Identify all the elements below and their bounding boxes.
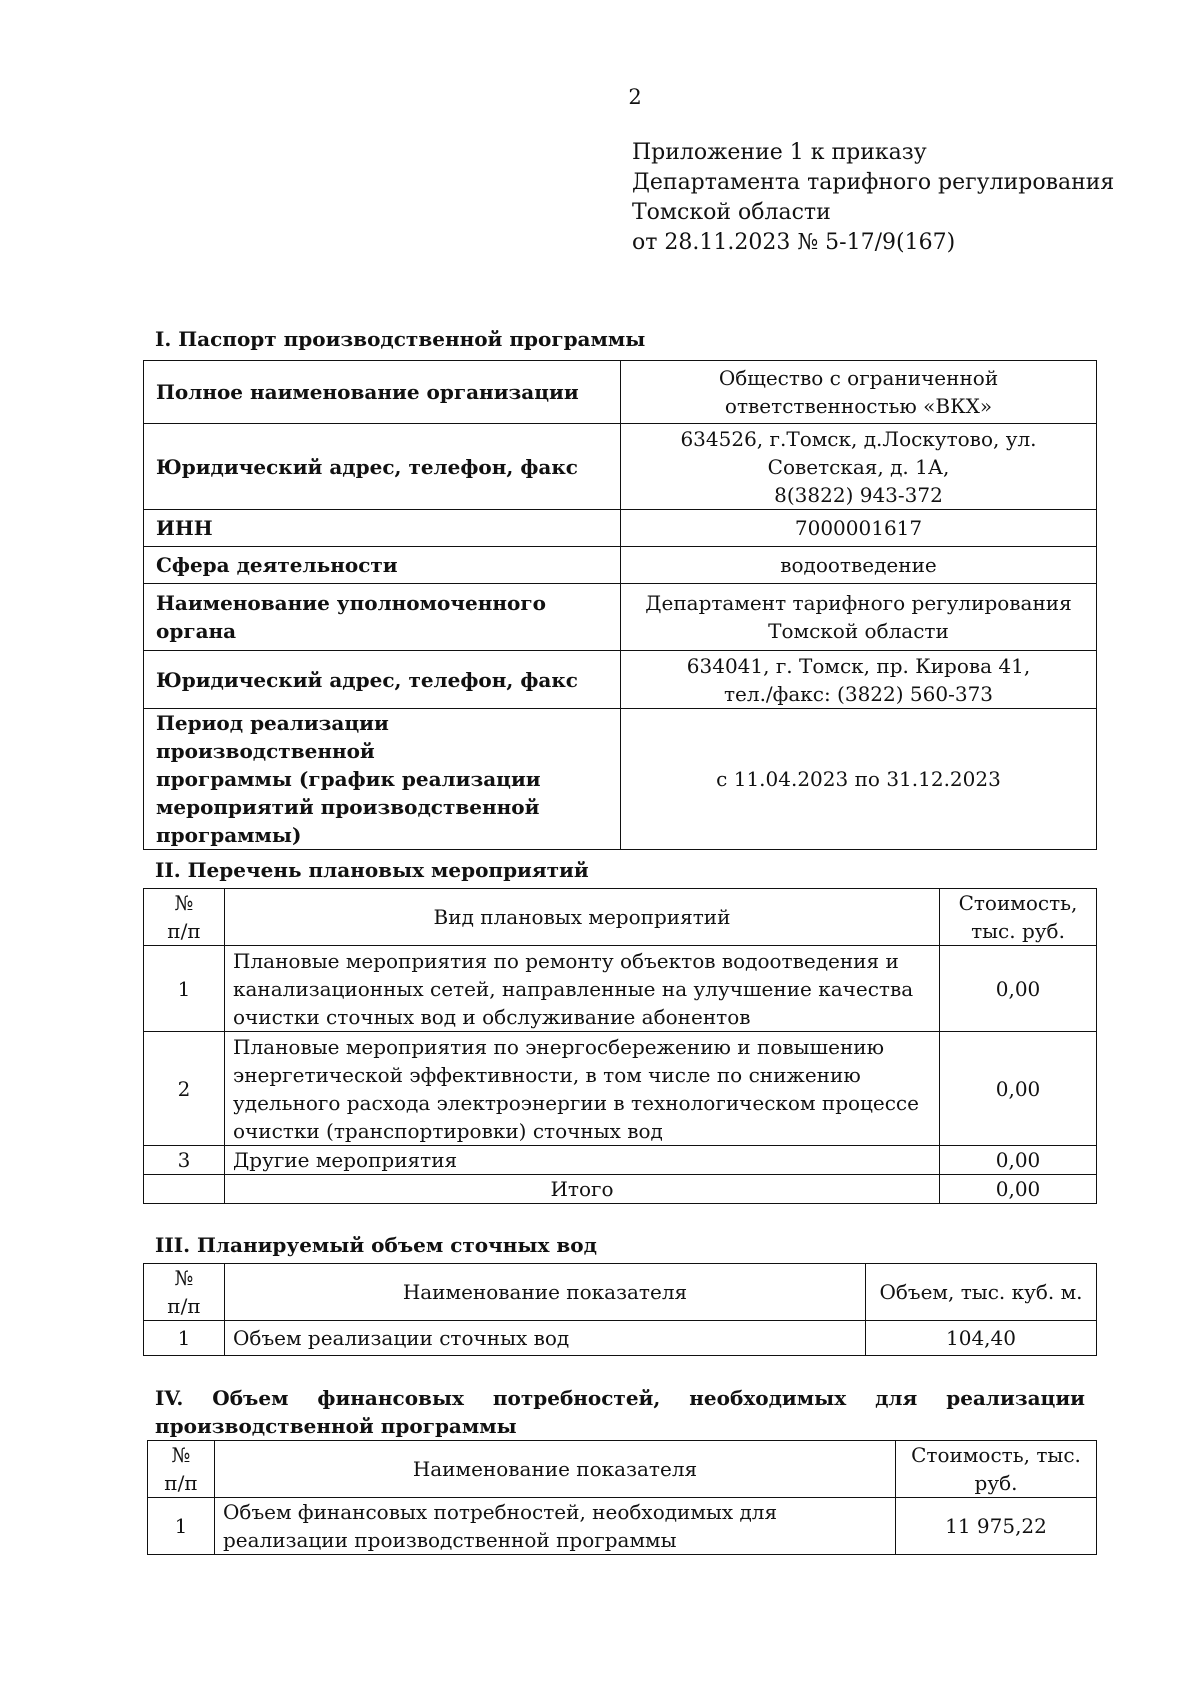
header-num bbox=[148, 1441, 215, 1498]
table-header bbox=[144, 889, 1097, 946]
title-word: IV. bbox=[155, 1386, 184, 1410]
row-value bbox=[621, 424, 1097, 510]
value-line: Томской области bbox=[768, 619, 949, 643]
row-value: с 11.04.2023 по 31.12.2023 bbox=[621, 709, 1097, 850]
row-name bbox=[225, 946, 940, 1032]
page-number: 2 bbox=[628, 85, 642, 109]
value-line: Департамент тарифного регулирования bbox=[645, 591, 1072, 615]
value-line: ответственностью «ВКХ» bbox=[724, 394, 993, 418]
header-name: Наименование показателя bbox=[215, 1441, 896, 1498]
row-num: 1 bbox=[144, 946, 225, 1032]
appendix-line: Департамента тарифного регулирования bbox=[632, 170, 1115, 195]
row-cost: 11 975,22 bbox=[896, 1498, 1097, 1555]
table-row bbox=[144, 584, 1097, 651]
section4-title bbox=[155, 1384, 1085, 1440]
header-line: № bbox=[174, 1266, 194, 1290]
value-line: Общество с ограниченной bbox=[718, 366, 999, 390]
row-line: Объем финансовых потребностей, необходимых для bbox=[223, 1500, 778, 1524]
row-label: Сфера деятельности bbox=[144, 547, 621, 584]
table-row bbox=[144, 651, 1097, 709]
header-value: Объем, тыс. куб. м. bbox=[866, 1264, 1097, 1321]
label-line: программы (график реализации bbox=[156, 767, 541, 791]
row-num bbox=[144, 1175, 225, 1204]
header-line: Стоимость, тыс. bbox=[911, 1443, 1081, 1467]
appendix-header bbox=[632, 138, 1132, 258]
value-line: тел./факс: (3822) 560-373 bbox=[723, 681, 994, 706]
row-line: Плановые мероприятия по энергосбережению и повышению bbox=[233, 1034, 885, 1059]
row-line: реализации производственной программы bbox=[223, 1528, 677, 1552]
header-line: п/п bbox=[167, 1294, 201, 1318]
header-line: п/п bbox=[164, 1471, 198, 1495]
header-line: тыс. руб. bbox=[971, 919, 1065, 943]
section1-title: I. Паспорт производственной программы bbox=[155, 327, 646, 351]
row-line: удельного расхода электроэнергии в технологическом процессе bbox=[233, 1090, 919, 1115]
row-cost: 0,00 bbox=[940, 946, 1097, 1032]
header-name: Наименование показателя bbox=[225, 1264, 866, 1321]
section3-title: III. Планируемый объем сточных вод bbox=[155, 1233, 597, 1257]
title-word: необходимых bbox=[689, 1386, 847, 1410]
header-line: № bbox=[171, 1443, 191, 1467]
table-header bbox=[148, 1441, 1097, 1498]
header-line: № bbox=[174, 891, 194, 915]
row-line: Плановые мероприятия по ремонту объектов водоотведения и bbox=[233, 948, 899, 973]
total-cost: 0,00 bbox=[940, 1175, 1097, 1204]
row-num: 3 bbox=[144, 1146, 225, 1175]
label-line: мероприятий производственной bbox=[156, 795, 540, 819]
passport-table bbox=[143, 360, 1097, 850]
row-label: Наименование уполномоченного органа bbox=[144, 584, 621, 651]
row-label: Юридический адрес, телефон, факс bbox=[144, 651, 621, 709]
table-row bbox=[144, 1146, 1097, 1175]
row-num: 1 bbox=[148, 1498, 215, 1555]
row-value: 7000001617 bbox=[621, 510, 1097, 547]
table-header bbox=[144, 1264, 1097, 1321]
header-cost bbox=[896, 1441, 1097, 1498]
header-line: п/п bbox=[167, 919, 201, 943]
row-value bbox=[621, 361, 1097, 424]
table-row bbox=[144, 709, 1097, 850]
row-name bbox=[215, 1498, 896, 1555]
row-cost: 0,00 bbox=[940, 1032, 1097, 1146]
title-line bbox=[155, 1384, 1085, 1412]
table-row bbox=[144, 1032, 1097, 1146]
title-word: потребностей, bbox=[492, 1386, 661, 1410]
header-name: Вид плановых мероприятий bbox=[225, 889, 940, 946]
row-value bbox=[621, 651, 1097, 709]
row-label: Полное наименование организации bbox=[144, 361, 621, 424]
title-word: для bbox=[875, 1386, 918, 1410]
table-row bbox=[148, 1498, 1097, 1555]
row-num: 1 bbox=[144, 1321, 225, 1356]
row-value bbox=[621, 584, 1097, 651]
appendix-line: Приложение 1 к приказу bbox=[632, 140, 927, 165]
row-label: Юридический адрес, телефон, факс bbox=[144, 424, 621, 510]
row-value: водоотведение bbox=[621, 547, 1097, 584]
row-label: ИНН bbox=[144, 510, 621, 547]
table-row bbox=[144, 510, 1097, 547]
table-row bbox=[144, 361, 1097, 424]
header-line: руб. bbox=[974, 1471, 1018, 1495]
title-word: финансовых bbox=[317, 1386, 464, 1410]
row-line: канализационных сетей, направленные на улучшение качества bbox=[233, 976, 914, 1001]
table-row bbox=[144, 946, 1097, 1032]
row-line: очистки (транспортировки) сточных вод bbox=[233, 1118, 663, 1143]
title-word: Объем bbox=[212, 1386, 289, 1410]
row-name: Объем реализации сточных вод bbox=[225, 1321, 866, 1356]
section2-title: II. Перечень плановых мероприятий bbox=[155, 858, 589, 882]
total-label: Итого bbox=[225, 1175, 940, 1204]
header-num bbox=[144, 1264, 225, 1321]
table-row bbox=[144, 424, 1097, 510]
value-line: 634526, г.Томск, д.Лоскутово, ул. bbox=[680, 426, 1037, 451]
table-row bbox=[144, 1321, 1097, 1356]
row-name bbox=[225, 1032, 940, 1146]
planned-activities-table bbox=[143, 888, 1097, 1204]
title-word: реализации bbox=[946, 1386, 1085, 1410]
value-line: 634041, г. Томск, пр. Кирова 41, bbox=[686, 653, 1031, 678]
row-line: очистки сточных вод и обслуживание абонентов bbox=[233, 1004, 751, 1029]
title-line: производственной программы bbox=[155, 1414, 517, 1438]
header-line: Стоимость, bbox=[958, 891, 1078, 915]
label-line: Период реализации производственной bbox=[156, 711, 389, 763]
row-value: 104,40 bbox=[866, 1321, 1097, 1356]
table-row bbox=[144, 547, 1097, 584]
row-label bbox=[144, 709, 621, 850]
value-line: 8(3822) 943-372 bbox=[774, 482, 943, 507]
header-num bbox=[144, 889, 225, 946]
appendix-line: Томской области bbox=[632, 200, 831, 225]
financial-needs-table bbox=[147, 1440, 1097, 1555]
row-line: энергетической эффективности, в том числе по снижению bbox=[233, 1062, 861, 1087]
appendix-line: от 28.11.2023 № 5-17/9(167) bbox=[632, 230, 956, 255]
row-num: 2 bbox=[144, 1032, 225, 1146]
table-total-row bbox=[144, 1175, 1097, 1204]
label-line: программы) bbox=[156, 823, 302, 847]
value-line: Советская, д. 1А, bbox=[767, 454, 950, 479]
row-name: Другие мероприятия bbox=[225, 1146, 940, 1175]
wastewater-volume-table bbox=[143, 1263, 1097, 1356]
row-cost: 0,00 bbox=[940, 1146, 1097, 1175]
header-cost bbox=[940, 889, 1097, 946]
